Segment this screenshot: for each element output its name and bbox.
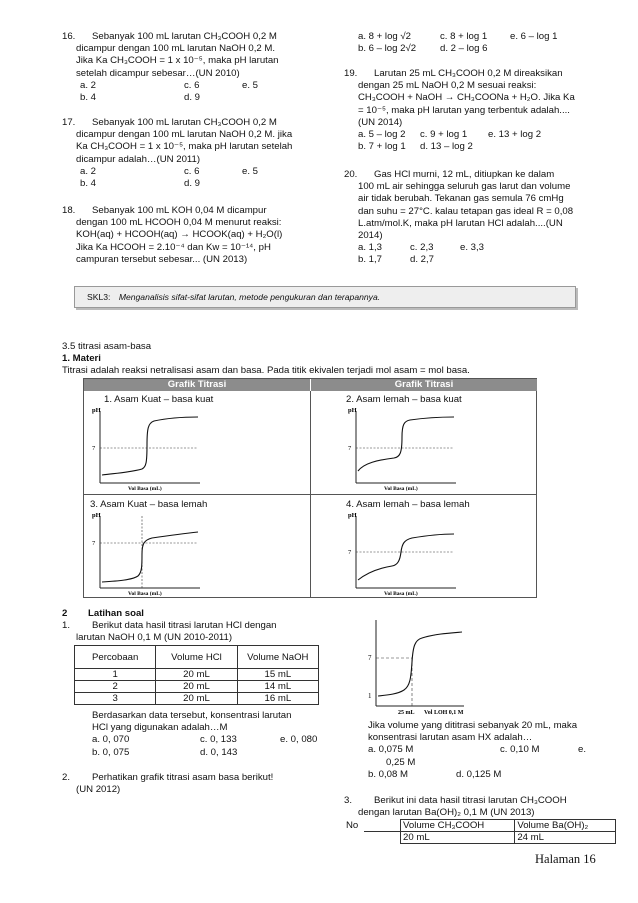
x-axis-label: Vol Basa (mL) — [128, 591, 162, 596]
question-text: Jika Ka CH₃COOH = 1 x 10⁻⁵, maka pH larutan — [76, 55, 279, 67]
option: a. 2 — [80, 165, 97, 177]
question-number: 18. — [62, 205, 76, 216]
question-20 — [344, 169, 629, 267]
latihan-number: 2 — [62, 608, 68, 619]
question-text: Larutan 25 mL CH₃COOH 0,2 M direaksikan — [374, 68, 563, 79]
question-text: dengan 25 mL NaOH 0,2 M sesuai reaksi: — [358, 80, 537, 92]
graph-4-title: 4. Asam lemah – basa lemah — [346, 499, 470, 510]
option: c. 6 — [184, 165, 200, 177]
graph-3-titration-curve — [88, 510, 206, 596]
question-text: = 10⁻⁵, maka pH larutan yang terbentuk adalah.... — [358, 104, 570, 116]
question-text: dengan 100 mL HCOOH 0,04 M menurut reaksi: — [76, 217, 282, 229]
table-header: Percobaan — [75, 646, 156, 669]
question-number: 3. — [344, 795, 353, 806]
practice-question-1-continued — [92, 710, 342, 759]
option: b. 1,7 — [358, 254, 383, 266]
question-text: Jika volume yang dititrasi sebanyak 20 mL, maka — [368, 720, 578, 731]
option: d. 9 — [184, 178, 201, 190]
option: b. 6 – log 2√2 — [358, 43, 417, 55]
table-cell: 20 mL — [156, 693, 237, 705]
option: c. 2,3 — [410, 242, 434, 254]
question-text: L.atm/mol.K, maka pH larutan HCl adalah....(UN — [358, 217, 563, 229]
y-axis-label: pH — [348, 407, 357, 414]
option: a. 1,3 — [358, 242, 383, 254]
option: b. 4 — [80, 92, 97, 104]
practice-question-3 — [344, 795, 629, 819]
question-text: Berdasarkan data tersebut, konsentrasi larutan — [92, 710, 292, 721]
section-description: Titrasi adalah reaksi netralisasi asam dan basa. Pada titik ekivalen terjadi mol asam = mol basa. — [62, 365, 470, 376]
y-tick-7: 7 — [92, 540, 96, 547]
question-18 — [62, 205, 342, 266]
option: e. 6 – log 1 — [510, 31, 558, 42]
y-axis-label: pH — [92, 407, 101, 414]
option: b. 0, 075 — [92, 746, 130, 758]
question-number: 16. — [62, 31, 76, 42]
option: a. 0, 070 — [92, 734, 130, 746]
option: d. 2,7 — [410, 254, 435, 266]
table-cell: 24 mL — [515, 832, 616, 844]
graph-2-title: 2. Asam lemah – basa kuat — [346, 394, 462, 405]
question-text: campuran tersebut sebesar... (UN 2013) — [76, 253, 248, 265]
curve — [358, 534, 454, 580]
option: b. 4 — [80, 178, 97, 190]
section-title: 3.5 titrasi asam-basa — [62, 341, 152, 352]
option: c. 8 + log 1 — [440, 31, 488, 42]
question-text: Berikut ini data hasil titrasi larutan CH₃COOH — [374, 795, 567, 806]
graph-header-right: Grafik Titrasi — [310, 379, 537, 391]
table-cell: 1 — [75, 669, 156, 681]
question-text: air tidak berubah. Tekanan gas semula 76 cmHg — [358, 193, 564, 205]
table-header: Volume HCl — [156, 646, 237, 669]
question-text: larutan NaOH 0,1 M (UN 2010-2011) — [76, 632, 233, 644]
option: a. 0,075 M — [368, 744, 414, 756]
y-tick-7: 7 — [368, 654, 372, 662]
option: e. 0, 080 — [280, 734, 318, 746]
option: d. 2 – log 6 — [440, 43, 488, 55]
practice-3-table — [364, 819, 616, 844]
table-header: Volume Ba(OH)₂ — [515, 820, 616, 832]
option: d. 9 — [184, 92, 201, 104]
x-axis-label: Vol LOH 0,1 M — [424, 710, 464, 716]
titration-data-table — [74, 645, 319, 705]
option: e. 13 + log 2 — [488, 129, 542, 141]
graph-header-left: Grafik Titrasi — [84, 379, 310, 391]
section-subtitle: 1. Materi — [62, 353, 101, 364]
question-text: Berikut data hasil titrasi larutan HCl dengan — [92, 620, 277, 631]
skl-code: SKL3: — [87, 292, 111, 302]
curve — [378, 632, 462, 696]
question-text: KOH(aq) + HCOOH(aq) → HCOOK(aq) + H₂O(l) — [76, 229, 283, 241]
question-text: dengan larutan Ba(OH)₂ 0,1 M (UN 2013) — [358, 807, 535, 819]
question-text: Sebanyak 100 mL larutan CH₃COOH 0,2 M — [92, 117, 277, 128]
y-tick-7: 7 — [92, 445, 96, 452]
table-cell: 3 — [75, 693, 156, 705]
question-text: setelah dicampur sebesar…(UN 2010) — [76, 67, 240, 79]
graph-4-titration-curve — [344, 510, 462, 596]
option: d. 0, 143 — [200, 746, 238, 758]
question-text: dan suhu = 27°C. kalau tetapan gas ideal R = 0,08 — [358, 205, 574, 217]
option: a. 2 — [80, 79, 97, 91]
option: 0,25 M — [386, 756, 416, 768]
x-axis-label: Vol Basa (mL) — [384, 591, 418, 596]
option: e. 5 — [242, 79, 259, 91]
graph-3-title: 3. Asam Kuat – basa lemah — [90, 499, 208, 510]
skl-text: Menganalisis sifat-sifat larutan, metode pengukuran dan terapannya. — [118, 292, 381, 302]
skl-box — [74, 286, 576, 308]
practice-question-2-text — [368, 720, 628, 781]
question-16 — [62, 31, 332, 104]
table-cell: 2 — [75, 681, 156, 693]
question-text: Gas HCl murni, 12 mL, ditiupkan ke dalam — [374, 169, 555, 180]
question-number: 19. — [344, 68, 358, 79]
table-cell: 20 mL — [401, 832, 515, 844]
question-text: Perhatikan grafik titrasi asam basa berikut! — [92, 772, 274, 783]
x-axis-label: Vol Basa (mL) — [384, 486, 418, 491]
question-text: (UN 2014) — [358, 116, 403, 128]
graph-1-title: 1. Asam Kuat – basa kuat — [104, 394, 214, 405]
question-text: (UN 2012) — [76, 784, 121, 796]
practice-question-1 — [62, 620, 347, 644]
question-number: 2. — [62, 772, 71, 783]
table-row — [75, 669, 319, 681]
question-text: dicampur dengan 100 mL larutan NaOH 0,2 M. jika — [76, 129, 293, 141]
graph-1-titration-curve — [88, 405, 206, 491]
question-text: CH₃COOH + NaOH → CH₃COONa + H₂O. Jika Ka — [358, 92, 575, 104]
table-cell: 16 mL — [237, 693, 318, 705]
option: b. 7 + log 1 — [358, 141, 406, 153]
latihan-title: Latihan soal — [88, 608, 144, 619]
question-text: HCl yang digunakan adalah…M — [92, 722, 228, 734]
option: d. 0,125 M — [456, 768, 502, 780]
question-text: 100 mL air sehingga seluruh gas larut dan volume — [358, 181, 571, 193]
option: c. 6 — [184, 79, 200, 91]
question-17 — [62, 117, 332, 190]
option: c. 9 + log 1 — [420, 129, 468, 141]
question-number: 1. — [62, 620, 71, 631]
option: b. 0,08 M — [368, 768, 408, 780]
option: e. — [578, 744, 587, 756]
practice-2-titration-curve — [362, 618, 466, 718]
question-text: konsentrasi larutan asam HX adalah… — [368, 732, 533, 744]
table-header: Volume NaOH — [237, 646, 318, 669]
question-text: 2014) — [358, 230, 383, 242]
option: e. 5 — [242, 165, 259, 177]
question-text: Jika Ka HCOOH = 2.10⁻⁴ dan Kw = 10⁻¹⁴, pH — [76, 241, 271, 253]
table-row — [364, 832, 616, 844]
x-axis-label: Vol Basa (mL) — [128, 486, 162, 491]
curve — [102, 417, 198, 475]
option: d. 13 – log 2 — [420, 141, 473, 153]
option: c. 0,10 M — [500, 744, 540, 756]
table-cell: 14 mL — [237, 681, 318, 693]
curve — [358, 417, 454, 471]
option: c. 0, 133 — [200, 734, 237, 746]
curve — [102, 532, 198, 582]
question-text: dicampur adalah…(UN 2011) — [76, 153, 201, 165]
y-tick-1: 1 — [368, 692, 372, 700]
titration-graph-table — [83, 378, 537, 598]
table-header: Volume CH₃COOH — [401, 820, 515, 832]
table-divider-horizontal — [84, 494, 536, 495]
page-number: Halaman 16 — [535, 852, 596, 866]
section-intro — [62, 341, 470, 377]
question-text: Sebanyak 100 mL larutan CH₃COOH 0,2 M — [92, 31, 277, 42]
question-18-options — [358, 31, 618, 55]
y-axis-label: pH — [348, 512, 357, 519]
question-text: Ka CH₃COOH = 1 x 10⁻⁵, maka pH larutan setelah — [76, 141, 293, 153]
option: a. 8 + log √2 — [358, 31, 412, 42]
y-axis-label: pH — [92, 512, 101, 519]
table-cell: 15 mL — [237, 669, 318, 681]
y-tick-7: 7 — [348, 445, 352, 452]
table-cell — [364, 820, 401, 832]
latihan-heading — [62, 608, 144, 619]
question-text: Sebanyak 100 mL KOH 0,04 M dicampur — [92, 205, 267, 216]
table-row — [75, 693, 319, 705]
table-cell: 20 mL — [156, 669, 237, 681]
question-number: 17. — [62, 117, 76, 128]
question-number: 20. — [344, 169, 358, 180]
practice-question-2 — [62, 772, 347, 796]
table-cell: 20 mL — [156, 681, 237, 693]
table-no-label: No — [346, 820, 359, 831]
table-row — [75, 681, 319, 693]
table-cell — [364, 832, 401, 844]
question-19 — [344, 68, 624, 153]
graph-2-titration-curve — [344, 405, 462, 491]
option: e. 3,3 — [460, 242, 485, 254]
question-text: dicampur dengan 100 mL larutan NaOH 0,2 M. — [76, 43, 276, 55]
y-tick-7: 7 — [348, 549, 352, 556]
x-tick-25: 25 mL — [398, 710, 415, 716]
option: a. 5 – log 2 — [358, 129, 406, 141]
